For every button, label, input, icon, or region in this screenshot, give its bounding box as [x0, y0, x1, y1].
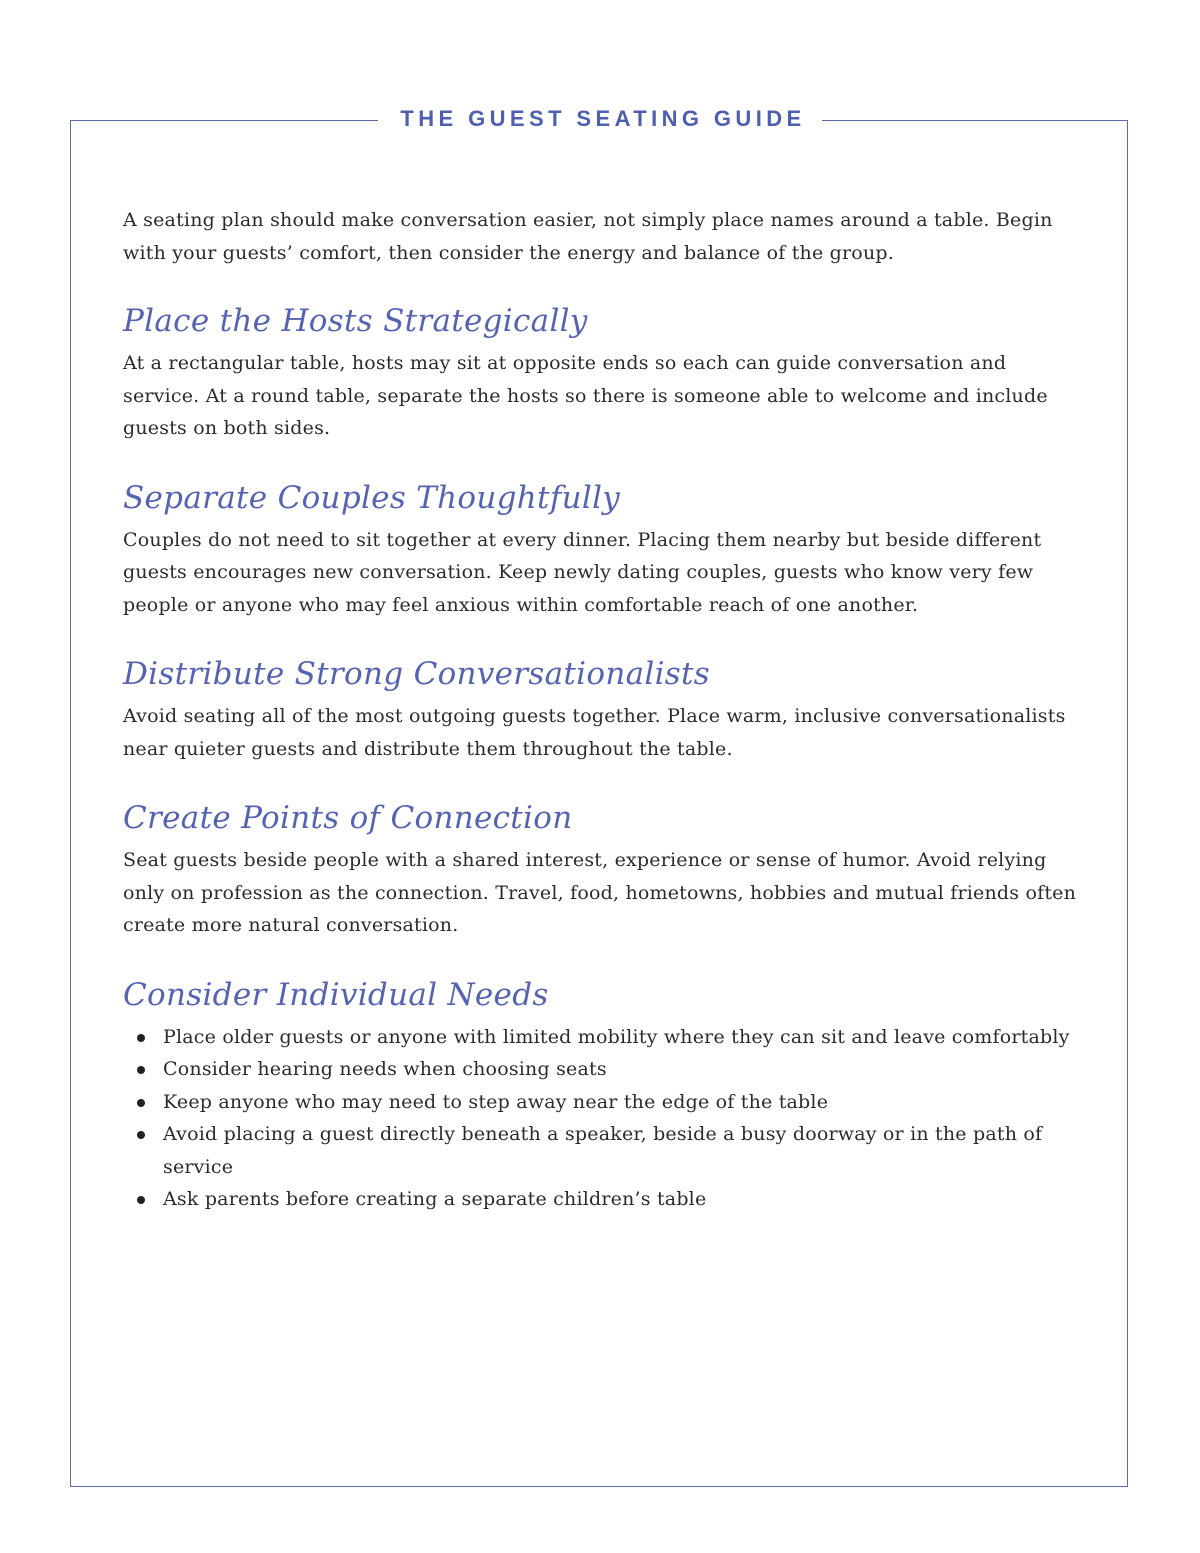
list-item-text: Ask parents before creating a separate children’s table	[163, 1188, 707, 1210]
bullet-icon	[137, 1066, 145, 1074]
page-title: THE GUEST SEATING GUIDE	[378, 104, 821, 134]
section-heading: Separate Couples Thoughtfully	[123, 479, 621, 516]
bullet-icon	[137, 1196, 145, 1204]
intro-paragraph: A seating plan should make conversation easier, not simply place names around a table. Begin with your guests’ comfort, then consider the energy and balance of the group.	[123, 209, 1053, 264]
bullet-icon	[137, 1034, 145, 1042]
list-item	[123, 1118, 1088, 1183]
bullet-icon	[137, 1099, 145, 1107]
list-item	[123, 1183, 1088, 1216]
section-individual-needs	[123, 975, 1088, 1216]
list-item-text: Place older guests or anyone with limited mobility where they can sit and leave comfortably	[163, 1025, 1070, 1048]
section-body: Avoid seating all of the most outgoing guests together. Place warm, inclusive conversationalists near quieter guests and distribute them throughout the table.	[123, 705, 1066, 760]
document-content	[123, 204, 1088, 1249]
section-body: Seat guests beside people with a shared interest, experience or sense of humor. Avoid relying only on profession as the connection. Travel, food, hometowns, hobbies and mutual friends often create more natural conversation.	[123, 849, 1077, 936]
list-item-text: Consider hearing needs when choosing seats	[163, 1058, 607, 1080]
section-heading: Create Points of Connection	[123, 800, 573, 836]
list-item	[123, 1021, 1088, 1054]
bullet-icon	[137, 1131, 145, 1139]
section-couples	[123, 478, 1088, 622]
section-heading: Consider Individual Needs	[123, 976, 549, 1013]
list-item	[123, 1086, 1088, 1119]
section-body: At a rectangular table, hosts may sit at opposite ends so each can guide conversation and service. At a round table, separate the hosts so there is someone able to welcome and include guests on both sides.	[123, 352, 1048, 439]
title-container	[0, 104, 1200, 136]
section-connection	[123, 798, 1088, 942]
section-heading: Place the Hosts Strategically	[123, 303, 588, 339]
section-conversationalists	[123, 654, 1088, 765]
needs-list	[123, 1021, 1088, 1216]
section-heading: Distribute Strong Conversationalists	[123, 656, 710, 692]
section-body: Couples do not need to sit together at every dinner. Placing them nearby but beside different guests encourages new conversation. Keep newly dating couples, guests who know very few people or anyone who may feel anxious within comfortable reach of one another.	[123, 528, 1042, 616]
list-item-text: Keep anyone who may need to step away near the edge of the table	[163, 1090, 829, 1113]
list-item	[123, 1053, 1088, 1086]
section-hosts	[123, 301, 1088, 445]
list-item-text: Avoid placing a guest directly beneath a speaker, beside a busy doorway or in the path of service	[163, 1123, 1043, 1178]
